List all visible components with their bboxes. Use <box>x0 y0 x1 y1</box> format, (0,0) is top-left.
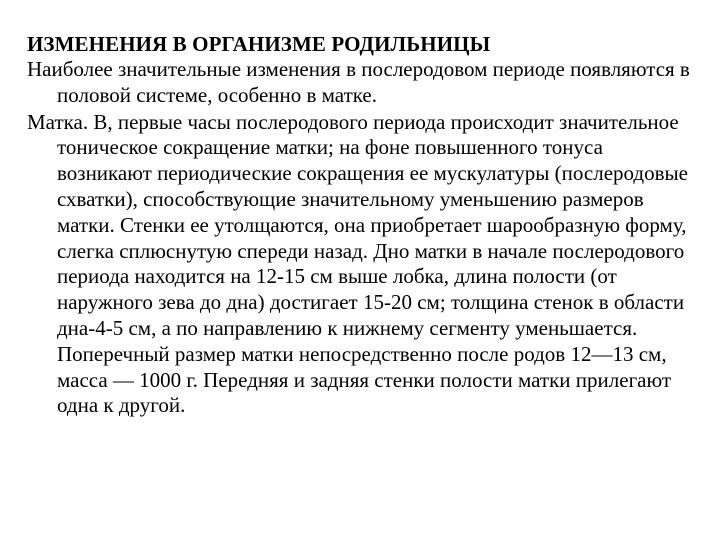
paragraph-uterus: Матка. В, первые часы послеродового периода происходит значительное тоническое сокращение матки; на фоне повышенного тонуса возникают периодические сокращения ее мускулатуры (послеродовые схватки), способствующие значительному уменьшению размеров матки. Стенки ее утолщаются, она приобретает шарообразную форму, слегка сплюснутую спереди назад. Дно матки в начале послеродового периода находится на 12-15 см выше лобка, длина полости (от наружного зева до дна) достигает 15-20 см; толщина стенок в области дна-4-5 см, а по направлению к нижнему сегменту уменьшается. Поперечный размер матки непосредственно после родов 12—13 см, масса — 1000 г. Передняя и задняя стенки полости матки прилегают одна к другой. <box>27 109 688 418</box>
slide-title: ИЗМЕНЕНИЯ В ОРГАНИЗМЕ РОДИЛЬНИЦЫ <box>27 32 491 56</box>
paragraph-intro: Наиболее значительные изменения в послеродовом периоде появляются в половой системе, особенно в матке. <box>27 57 690 107</box>
